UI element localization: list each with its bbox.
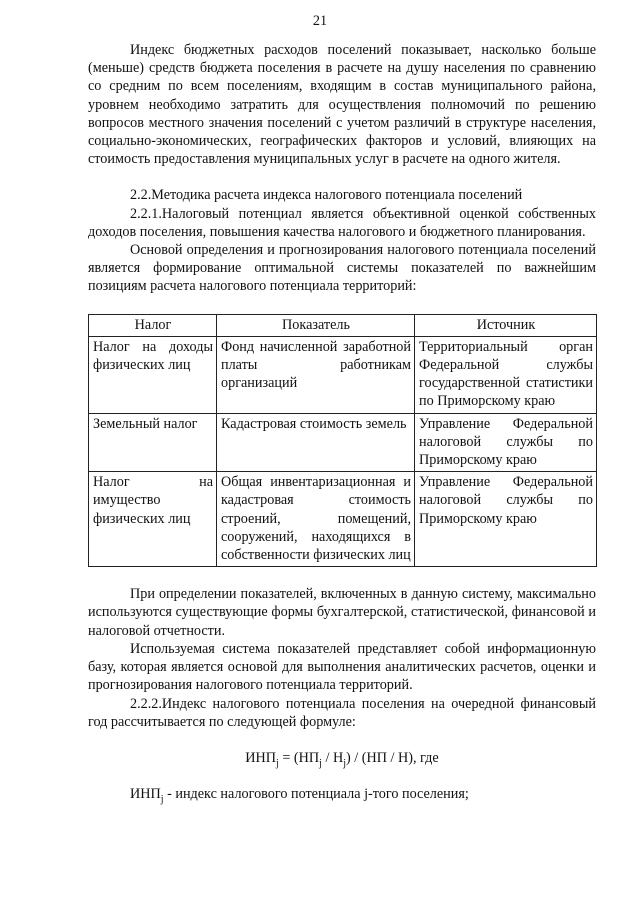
table-cell-tax: Налог на доходы физических лиц	[89, 336, 217, 413]
page-number: 21	[312, 13, 328, 29]
table-cell-source: Территориальный орган Федеральной службы государственной статистики по Приморскому краю	[415, 336, 597, 413]
formula-part: ) / (НП / Н), где	[345, 749, 439, 766]
formula-part: = (НП	[278, 749, 320, 766]
formula-lhs: ИНП	[245, 749, 277, 766]
paragraph-2-2-2: 2.2.2.Индекс налогового потенциала поселения на очередной финансовый год рассчитывается по следующей формуле:	[88, 695, 596, 730]
definition-line	[88, 785, 596, 809]
formula-subscript: j	[319, 757, 322, 769]
formula-part: / Н	[321, 749, 344, 766]
table-header-cell: Налог	[89, 314, 217, 336]
table-cell-source: Управление Федеральной налоговой службы по Приморскому краю	[415, 472, 597, 567]
formula-subscript: j	[343, 757, 346, 769]
table-cell-indicator: Общая инвентаризационная и кадастровая стоимость строений, помещений, сооружений, находящихся в собственности физических лиц	[217, 472, 415, 567]
indicators-table	[88, 314, 597, 568]
formula-subscript: j	[276, 757, 279, 769]
paragraph-basis: Основой определения и прогнозирования налогового потенциала поселений является формирование оптимальной системы показателей по важнейшим позициям расчета налогового потенциала территорий:	[88, 242, 596, 295]
paragraph-budget-index: Индекс бюджетных расходов поселений показывает, насколько больше (меньше) средств бюджета поселения в расчете на душу населения по сравнению со средним по всем поселениям, входящим в состав муниципального района, уровнем необходимо затратить для осуществления полномочий по решению вопросов местного значения поселений с учетом различий в структуре населения, социально-экономических, географических факторов и условий, влияющих на стоимость предоставления муниципальных услуг в расчете на одного жителя.	[88, 42, 596, 168]
formula	[88, 749, 596, 773]
table-cell-source: Управление Федеральной налоговой службы по Приморскому краю	[415, 413, 597, 472]
table-cell-indicator: Кадастровая стоимость земель	[217, 413, 415, 472]
table-row	[89, 336, 597, 413]
definition-subscript: j	[160, 793, 164, 805]
table-header-cell: Показатель	[217, 314, 415, 336]
section-heading: 2.2.Методика расчета индекса налогового потенциала поселений	[130, 187, 523, 204]
paragraph-system: Используемая система показателей представляет собой информационную базу, которая является основой для выполнения аналитических расчетов, оценки и прогнозирования налогового потенциала территорий.	[88, 640, 596, 694]
table-cell-indicator: Фонд начисленной заработной платы работникам организаций	[217, 336, 415, 413]
table-row	[89, 472, 597, 567]
table-header-cell: Источник	[415, 314, 597, 336]
paragraph-gap	[88, 567, 596, 585]
paragraph-2-2-1: 2.2.1.Налоговый потенциал является объективной оценкой собственных доходов поселения, повышения качества налогового и бюджетного планирования.	[88, 205, 596, 240]
definition-text: - индекс налогового потенциала j-того поселения;	[163, 785, 469, 802]
table-row	[89, 413, 597, 472]
paragraph-gap	[88, 168, 596, 186]
table-cell-tax: Земельный налог	[89, 413, 217, 472]
definition-term: ИНП	[130, 785, 161, 802]
table-cell-tax: Налог на имущество физических лиц	[89, 472, 217, 567]
paragraph-forms: При определении показателей, включенных в данную систему, максимально используются существующие формы бухгалтерской, статистической, финансовой и налоговой отчетности.	[88, 586, 596, 639]
table-header-row	[89, 314, 597, 336]
page-content	[88, 41, 596, 809]
